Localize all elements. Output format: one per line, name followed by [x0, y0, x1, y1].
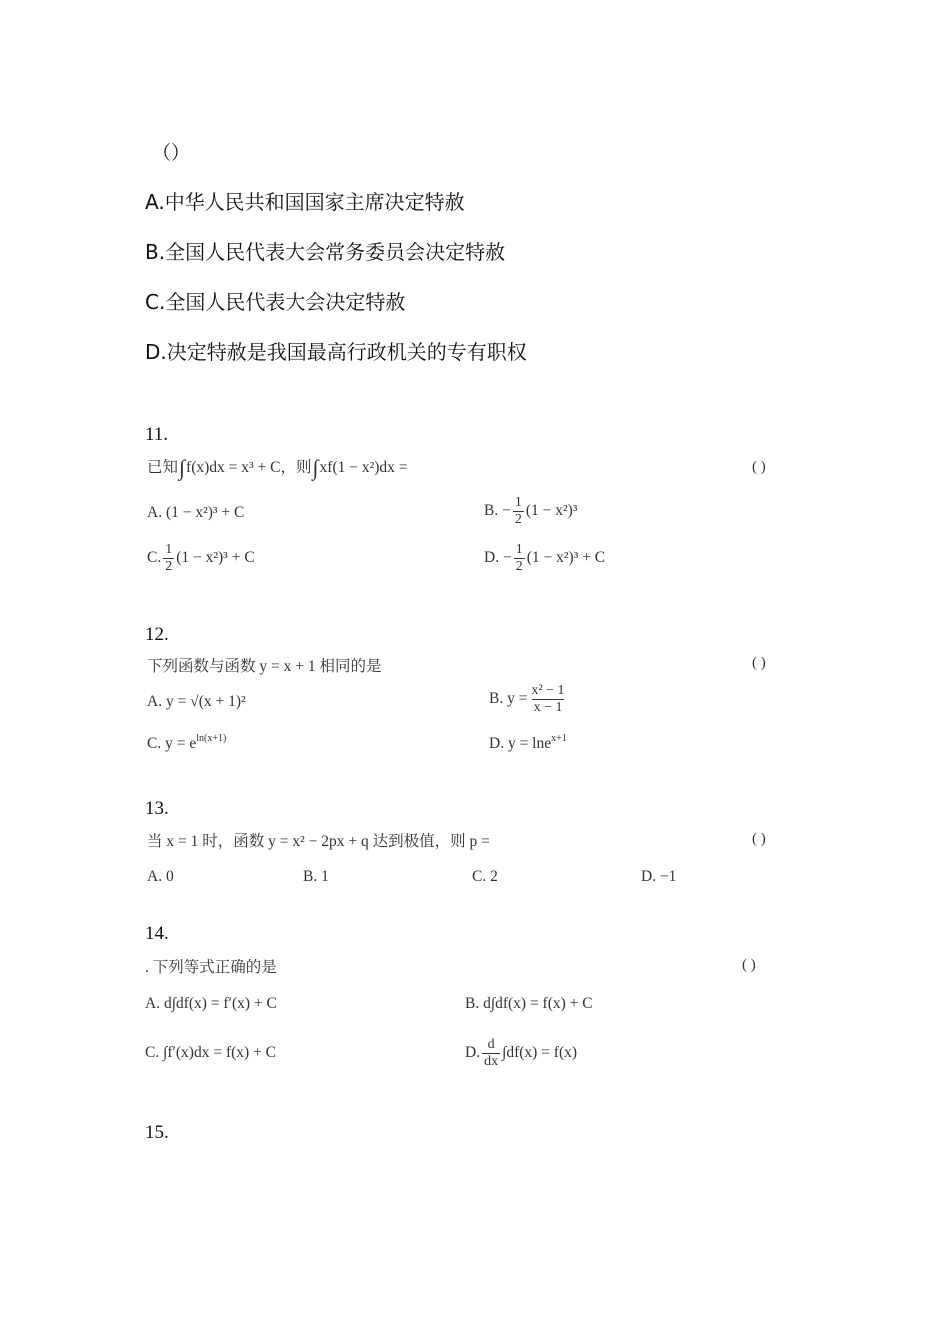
q14-option-b: B. d∫df(x) = f(x) + C	[465, 995, 593, 1012]
q12-option-d-base: D. y = lne	[489, 735, 552, 752]
fraction-denominator: x − 1	[533, 700, 563, 715]
q11-stem	[147, 455, 408, 481]
q13-answer-paren: ( )	[752, 831, 766, 847]
fraction	[163, 543, 174, 574]
q11-option-d	[484, 543, 605, 574]
fraction	[513, 496, 524, 527]
fraction	[529, 684, 566, 715]
q11-stem-mid: f(x)dx = x³ + C，则	[186, 459, 312, 476]
fraction-numerator: d	[487, 1037, 495, 1052]
fraction-denominator: dx	[484, 1054, 499, 1069]
q10-option-c: C.全国人民代表大会决定特赦	[145, 290, 406, 314]
q14-option-d	[465, 1038, 577, 1069]
q12-option-b-label: B. y =	[489, 690, 528, 708]
integral-sign-icon: ∫	[312, 455, 319, 480]
q12-option-d-exponent: x+1	[551, 733, 567, 744]
q12-option-c	[147, 733, 226, 753]
fraction-numerator: 1	[514, 495, 522, 510]
fraction	[514, 543, 525, 574]
q12-option-a: A. y = √(x + 1)²	[147, 693, 246, 710]
fraction	[482, 1038, 500, 1069]
q14-option-d-rest: ∫df(x) = f(x)	[502, 1044, 578, 1062]
q14-option-c: C. ∫f′(x)dx = f(x) + C	[145, 1044, 277, 1061]
q11-option-d-rest: (1 − x²)³ + C	[526, 549, 606, 567]
q13-number: 13.	[145, 798, 169, 819]
q13-option-c: C. 2	[472, 868, 498, 885]
q11-stem-prefix: 已知	[147, 458, 179, 476]
fraction-numerator: 1	[165, 542, 173, 557]
q11-option-b-rest: (1 − x²)³	[525, 502, 578, 520]
q13-option-b: B. 1	[303, 868, 329, 885]
q13-option-d: D. −1	[641, 868, 677, 885]
q12-option-c-exponent: ln(x+1)	[196, 733, 227, 744]
q12-stem: 下列函数与函数 y = x + 1 相同的是	[147, 658, 382, 675]
q11-option-d-label: D. −	[484, 549, 512, 567]
q14-stem: . 下列等式正确的是	[145, 959, 277, 976]
q11-number: 11.	[145, 424, 169, 445]
q13-stem: 当 x = 1 时，函数 y = x² − 2px + q 达到极值，则 p =	[147, 833, 490, 850]
q10-option-a: A.中华人民共和国国家主席决定特赦	[145, 190, 465, 214]
q12-number: 12.	[145, 624, 169, 645]
fraction-denominator: 2	[165, 559, 173, 574]
fraction-numerator: x² − 1	[531, 683, 565, 698]
q10-option-b: B.全国人民代表大会常务委员会决定特赦	[145, 240, 506, 264]
q14-option-d-label: D.	[465, 1044, 481, 1062]
q11-stem-end: xf(1 − x²)dx =	[319, 459, 408, 476]
integral-sign-icon: ∫	[179, 455, 186, 480]
q15-number: 15.	[145, 1122, 169, 1143]
q11-option-c-label: C.	[147, 549, 162, 567]
q12-option-c-base: C. y = e	[147, 735, 197, 752]
fraction-numerator: 1	[515, 542, 523, 557]
q11-answer-paren: ( )	[752, 459, 766, 475]
q10-stem: （）	[152, 142, 191, 164]
q14-answer-paren: ( )	[742, 957, 756, 973]
q11-option-a: A. (1 − x²)³ + C	[147, 504, 245, 521]
q10-option-d: D.决定特赦是我国最高行政机关的专有职权	[145, 340, 527, 364]
q11-option-b	[484, 496, 577, 527]
q12-option-d	[489, 733, 567, 753]
q14-number: 14.	[145, 923, 169, 944]
q13-option-a: A. 0	[147, 868, 174, 885]
q11-option-c	[147, 543, 255, 574]
q12-option-b	[489, 684, 569, 715]
fraction-denominator: 2	[514, 512, 522, 527]
fraction-denominator: 2	[515, 559, 523, 574]
q14-option-a: A. d∫df(x) = f′(x) + C	[145, 995, 277, 1012]
q11-option-b-label: B. −	[484, 502, 511, 520]
q11-option-c-rest: (1 − x²)³ + C	[176, 549, 255, 567]
q12-answer-paren: ( )	[752, 655, 766, 671]
